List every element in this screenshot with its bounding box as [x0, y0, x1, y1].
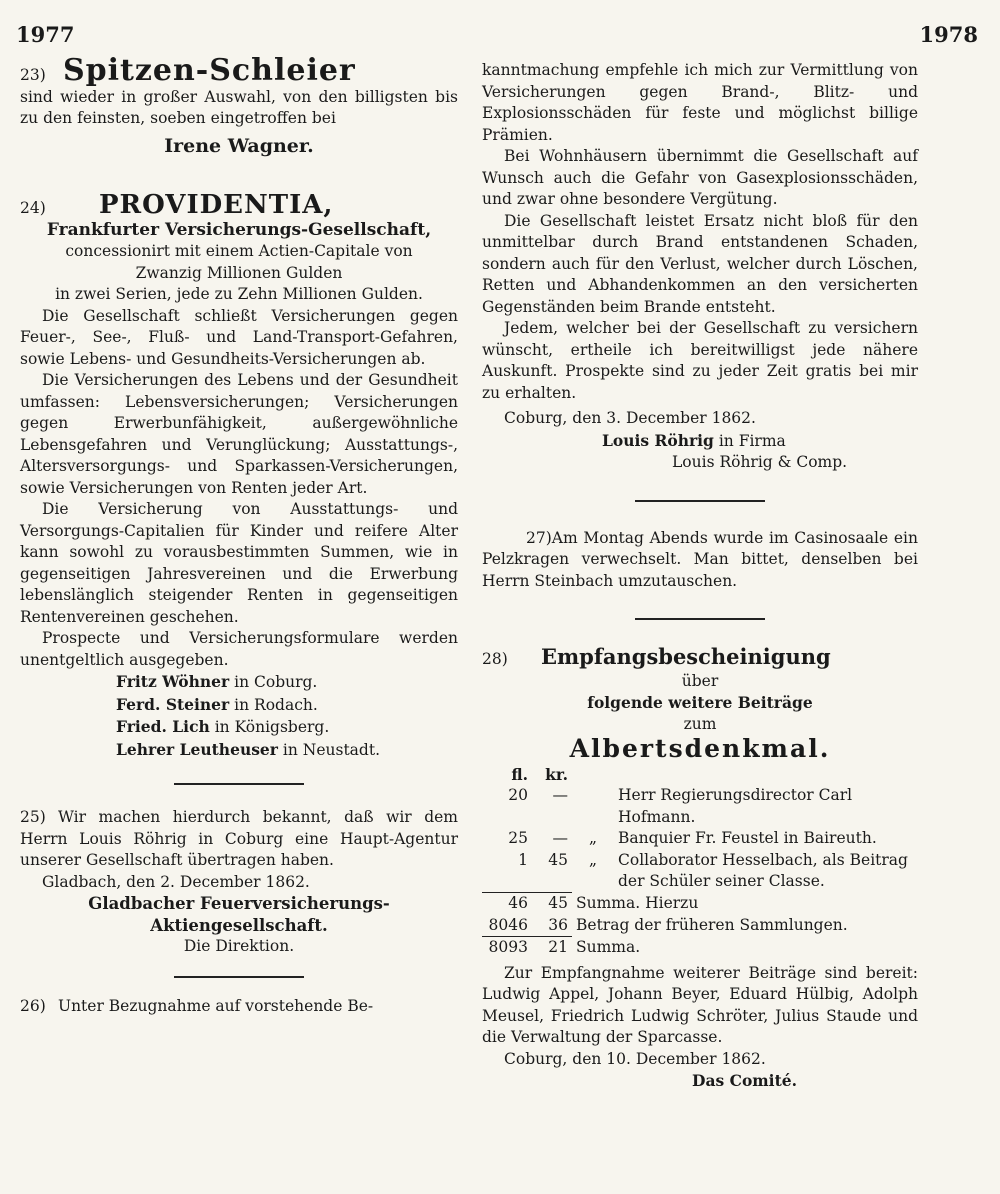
- ad-number: 28): [482, 650, 508, 668]
- ad-27: [482, 528, 918, 593]
- ad-28: [482, 646, 918, 1092]
- signature-firm: Louis Röhrig & Comp.: [672, 453, 848, 471]
- divider: [635, 618, 765, 620]
- ad-number: 24): [20, 199, 46, 217]
- ad-number: 26): [20, 996, 46, 1015]
- monument-title: Albertsdenkmal.: [569, 734, 831, 763]
- company-name: Gladbacher Feuerversicherungs-Aktiengesellschaft.: [88, 894, 390, 935]
- ad-paragraph: Prospecte und Versicherungsformulare werden unentgeltlich ausgegeben.: [20, 629, 458, 669]
- divider: [174, 783, 304, 785]
- left-column: [20, 53, 458, 1017]
- agent-line: Fritz Wöhner in Coburg.: [116, 672, 318, 691]
- dateline: Coburg, den 3. December 1862.: [504, 409, 756, 427]
- ad-text: Wir machen hierdurch bekannt, daß wir dem Herrn Louis Röhrig in Coburg eine Haupt-Agentur unserer Gesellschaft übertragen haben.: [20, 808, 458, 869]
- ad-paragraph: kanntmachung empfehle ich mich zur Vermittlung von Versicherungen gegen Brand-, Blitz- und Explosionsschäden für feste und möglichst billige Prämien.: [482, 61, 918, 144]
- table-row: 20 — Herr Regierungsdirector Carl Hofmann.: [508, 786, 853, 826]
- table-row: 1 45 „ Collaborator Hesselbach, als Beitrag der Schüler seiner Classe.: [518, 850, 908, 890]
- ad-text: Am Montag Abends wurde im Casinosaale ein Pelzkragen verwechselt. Man bittet, denselben bei Herrn Steinbach umzutauschen.: [482, 528, 918, 590]
- signature: Louis Röhrig in Firma: [602, 430, 786, 450]
- ad-text: sind wieder in großer Auswahl, von den billigsten bis zu den feinsten, soeben eingetroffen bei: [20, 87, 458, 127]
- ad-headline: PROVIDENTIA,: [98, 190, 334, 220]
- divider: [635, 500, 765, 502]
- dateline: Coburg, den 10. December 1862.: [504, 1049, 766, 1068]
- ad-26-start: [20, 996, 458, 1018]
- line-uber: über: [681, 671, 719, 690]
- ad-headline: Empfangsbescheinigung: [540, 644, 831, 669]
- col-fl: fl.: [511, 764, 528, 784]
- ad-26-continued: [482, 60, 918, 474]
- agent-list: [116, 671, 458, 761]
- table-header: [482, 764, 918, 786]
- ad-paragraph: Die Gesellschaft schließt Versicherungen gegen Feuer-, See-, Fluß- und Land-Transport-Gefahren, sowie Lebens- und Gesundheits-Versicherungen ab.: [20, 306, 458, 368]
- page-number-right: 1978: [919, 22, 978, 47]
- signed: Die Direktion.: [183, 937, 295, 955]
- page-number-left: 1977: [16, 22, 75, 47]
- sum-row: 8046 36 Betrag der früheren Sammlungen.: [488, 915, 848, 934]
- sum-row: 8093 21 Summa.: [482, 937, 918, 959]
- ad-paragraph: Bei Wohnhäusern übernimmt die Gesellschaft auf Wunsch auch die Gefahr von Gasexplosionsschäden, und zwar ohne besondere Vergütung.: [482, 147, 918, 208]
- table-row: 25 — „ Banquier Fr. Feustel in Baireuth.: [508, 829, 877, 847]
- ad-number: 23): [20, 66, 46, 84]
- company-subtitle: Frankfurter Versicherungs-Gesellschaft,: [46, 219, 432, 240]
- agent-line: Ferd. Steiner in Rodach.: [116, 694, 318, 714]
- ad-25: [20, 807, 458, 958]
- ad-23: [20, 53, 458, 157]
- line-zum: zum: [683, 714, 717, 733]
- ad-text: Unter Bezugnahme auf vorstehende Be-: [58, 996, 374, 1015]
- agent-line: Lehrer Leutheuser in Neustadt.: [116, 739, 380, 759]
- donation-table: [482, 764, 918, 959]
- sum-row: 46 45 Summa. Hierzu: [482, 893, 918, 915]
- ad-paragraph: Die Versicherungen des Lebens und der Gesundheit umfassen: Lebensversicherungen; Versicherungen gegen Erwerbunfähigkeit, außergewöhnliche Lebensgefahren und Verunglückung; Ausstattungs-, Altersversorgungs- und Sparkassen-Versicherungen, sowie Versicherungen von Renten jeder Art.: [20, 371, 458, 497]
- signed: Das Comité.: [692, 1071, 797, 1090]
- col-kr: kr.: [545, 764, 568, 784]
- ad-paragraph: Die Versicherung von Ausstattungs- und Versorgungs-Capitalien für Kinder und reifere Alter kann sowohl zu vorausbestimmten Summen, wie in gegenseitigen Jahresvereinen und die Erwerbung lebenslänglich steigender Renten in gegenseitigen Rentenvereinen geschehen.: [20, 500, 458, 626]
- capital-line: concessionirt mit einem Actien-Capitale von: [65, 242, 413, 260]
- ad-24: [20, 190, 458, 761]
- ad-paragraph: Jedem, welcher bei der Gesellschaft zu versichern wünscht, ertheile ich bereitwilligst jede nähere Auskunft. Prospekte sind zu jeder Zeit gratis bei mir zu erhalten.: [482, 319, 918, 402]
- closing-text: Zur Empfangnahme weiterer Beiträge sind bereit: Ludwig Appel, Johann Beyer, Eduard Hülbig, Adolph Meusel, Friedrich Ludwig Schröter, Julius Staude und die Verwaltung der Sparcasse.: [482, 963, 918, 1046]
- right-column: [482, 60, 918, 1092]
- ad-paragraph: Die Gesellschaft leistet Ersatz nicht bloß für den unmittelbar durch Brand entstandenen Schaden, sondern auch für den Verlust, welcher durch Löschen, Retten und Abhandenkommen an den versicherten Gegenständen beim Brande entsteht.: [482, 211, 918, 316]
- dateline: Gladbach, den 2. December 1862.: [42, 872, 310, 891]
- divider: [174, 976, 304, 978]
- ad-signature: Irene Wagner.: [164, 134, 314, 157]
- capital-line: Zwanzig Millionen Gulden: [135, 263, 343, 282]
- capital-line: in zwei Serien, jede zu Zehn Millionen Gulden.: [55, 285, 423, 303]
- agent-line: Fried. Lich in Königsberg.: [116, 717, 330, 736]
- ad-headline: Spitzen-Schleier: [62, 53, 356, 88]
- line-folgende: folgende weitere Beiträge: [587, 693, 813, 712]
- ad-number: 25): [20, 808, 46, 826]
- ad-number: 27): [526, 528, 552, 547]
